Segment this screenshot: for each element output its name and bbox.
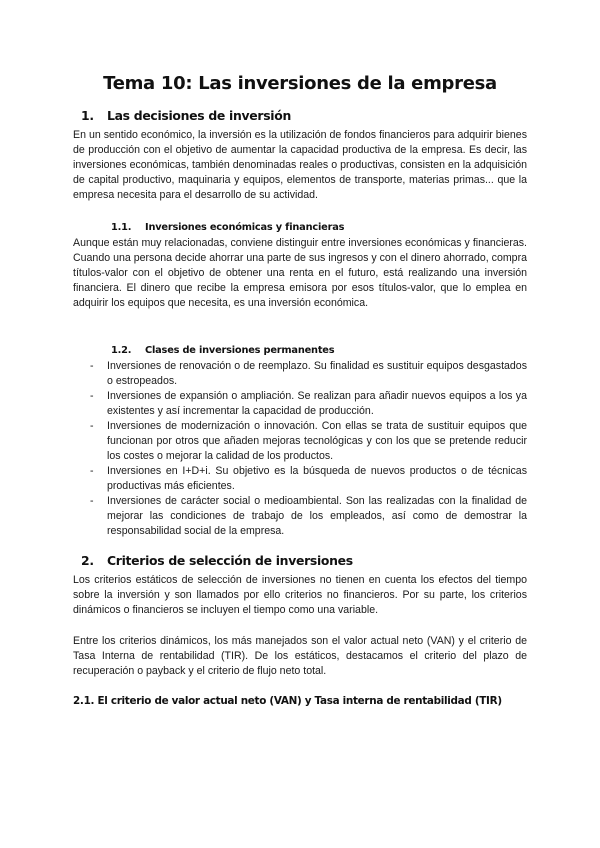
subsection-1-1-paragraph: Aunque están muy relacionadas, conviene distinguir entre inversiones económicas y financieras. Cuando una persona decide ahorrar una parte de sus ingresos y con el dinero ahorrado, compra títulos-valor con el objetivo de obtener una renta en el futuro, está realizando una inversión financiera. El dinero que recibe la empresa emisora por esos títulos-valor, que lo emplea en adquirir los equipos que necesita, es una inversión económica. bbox=[73, 237, 527, 309]
page-title: Tema 10: Las inversiones de la empresa bbox=[103, 73, 497, 94]
list-item-text: Inversiones de carácter social o medioambiental. Son las realizadas con la finalidad de mejorar las condiciones de trabajo de los empleados, así como de demostrar la responsabilidad social de la empresa. bbox=[107, 495, 527, 537]
bullet-dash: - bbox=[90, 465, 94, 477]
bullet-dash: - bbox=[90, 420, 94, 432]
section-1-paragraph: En un sentido económico, la inversión es la utilización de fondos financieros para adquirir bienes de producción con el objetivo de aumentar la capacidad productiva de la empresa. Es decir, las inversiones económicas, también denominadas reales o productivas, consisten en la adquisición de capital productivo, maquinaria y equipos, elementos de transporte, materias primas... que la empresa necesita para el desarrollo de su actividad. bbox=[73, 129, 527, 201]
subsection-1-1-number: 1.1. bbox=[111, 222, 132, 233]
subsection-1-1-title: Inversiones económicas y financieras bbox=[145, 222, 345, 233]
section-2-title: Criterios de selección de inversiones bbox=[107, 553, 353, 568]
section-2-number: 2. bbox=[81, 553, 94, 568]
list-item-text: Inversiones de modernización o innovación. Con ellas se trata de sustituir equipos que funcionan por otros que añaden mejoras tecnológicas y con los que se pretende reducir los costes o mejorar la calidad de los productos. bbox=[107, 420, 527, 462]
bullet-dash: - bbox=[90, 390, 94, 402]
list-item bbox=[73, 464, 527, 494]
section-2-paragraph-1: Los criterios estáticos de selección de inversiones no tienen en cuenta los efectos del tiempo sobre la inversión y son llamados por ello criterios no financieros. Por su parte, los criterios dinámicos o financieros se incluyen el tiempo como una variable. bbox=[73, 574, 527, 616]
list-item-text: Inversiones de renovación o de reemplazo. Su finalidad es sustituir equipos desgastados o estropeados. bbox=[107, 360, 527, 387]
subsection-1-2-number: 1.2. bbox=[111, 345, 132, 356]
section-1-title: Las decisiones de inversión bbox=[107, 108, 291, 123]
bullet-dash: - bbox=[90, 495, 94, 507]
section-1-number: 1. bbox=[81, 108, 94, 123]
bullet-dash: - bbox=[90, 360, 94, 372]
subsection-2-1-heading: 2.1. El criterio de valor actual neto (VAN) y Tasa interna de rentabilidad (TIR) bbox=[73, 695, 502, 707]
section-2-paragraph-2: Entre los criterios dinámicos, los más manejados son el valor actual neto (VAN) y el criterio de Tasa Interna de rentabilidad (TIR). De los estáticos, destacamos el criterio del plazo de recuperación o payback y el criterio de flujo neto total. bbox=[73, 635, 527, 677]
list-item bbox=[73, 419, 527, 464]
subsection-1-2-title: Clases de inversiones permanentes bbox=[145, 345, 335, 356]
list-item-text: Inversiones en I+D+i. Su objetivo es la búsqueda de nuevos productos o de técnicas productivas más eficientes. bbox=[107, 465, 527, 492]
investment-types-list bbox=[73, 359, 527, 539]
list-item-text: Inversiones de expansión o ampliación. Se realizan para añadir nuevos equipos a los ya existentes y así incrementar la capacidad de producción. bbox=[107, 390, 527, 417]
list-item bbox=[73, 389, 527, 419]
list-item bbox=[73, 494, 527, 539]
list-item bbox=[73, 359, 527, 389]
